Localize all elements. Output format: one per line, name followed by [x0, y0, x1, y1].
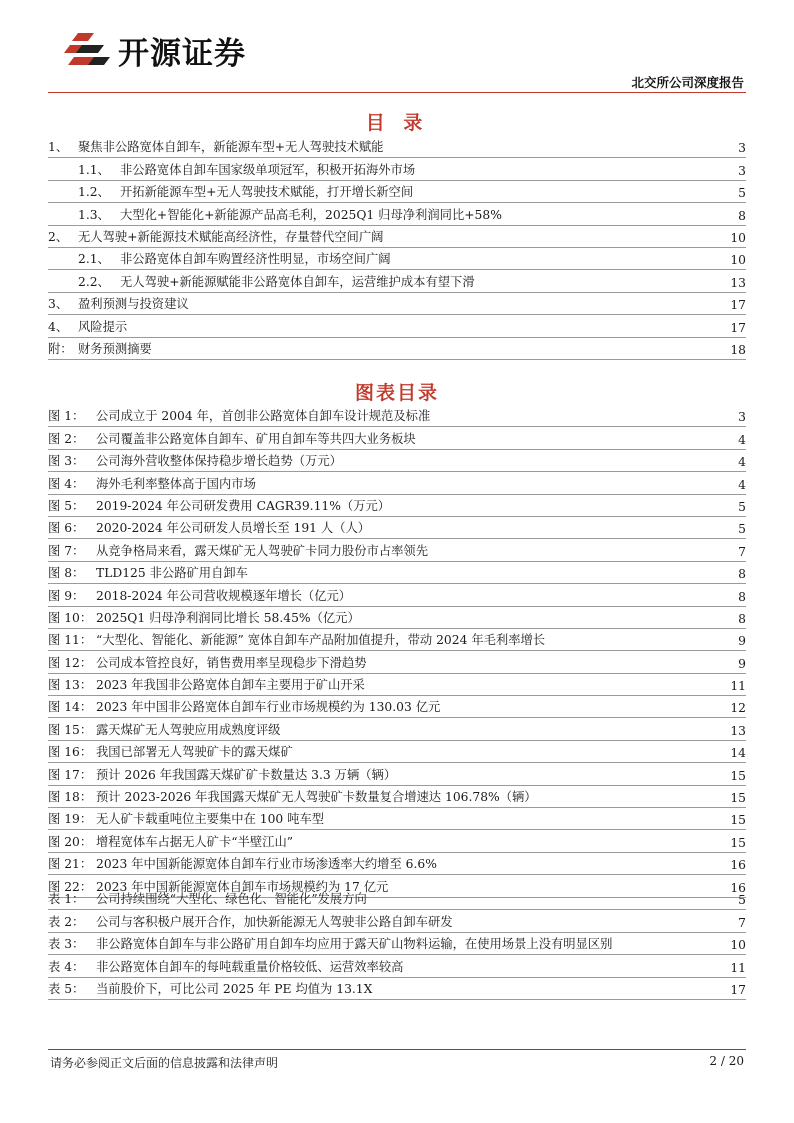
entry-number: 1.2、 [78, 185, 110, 200]
entry-title: 无人矿卡载重吨位主要集中在 100 吨车型 [96, 812, 325, 827]
entry-title: 非公路宽体自卸车与非公路矿用自卸车均应用于露天矿山物料运输，在使用场景上没有明显区别 [96, 937, 613, 952]
entry-number: 表 3： [48, 937, 85, 952]
entry-page: 4 [738, 477, 746, 492]
entry-number: 图 14： [48, 700, 93, 715]
entry-title: 公司覆盖非公路宽体自卸车、矿用自卸车等共四大业务板块 [96, 431, 416, 446]
entry-page: 17 [730, 982, 746, 997]
toc-entry[interactable] [48, 248, 746, 270]
table-entry[interactable] [48, 933, 746, 955]
figure-entry[interactable] [48, 539, 746, 561]
entry-number: 表 4： [48, 959, 85, 974]
entry-page: 8 [738, 589, 746, 604]
entry-page: 9 [738, 656, 746, 671]
table-entry[interactable] [48, 910, 746, 932]
entry-page: 3 [738, 163, 746, 178]
entry-page: 17 [730, 298, 746, 313]
figure-entry[interactable] [48, 562, 746, 584]
entry-number: 图 1： [48, 409, 85, 424]
figure-entry[interactable] [48, 427, 746, 449]
table-entry[interactable] [48, 978, 746, 1000]
figure-entry[interactable] [48, 853, 746, 875]
toc-entry[interactable] [48, 315, 746, 337]
entry-title: 开拓新能源车型+无人驾驶技术赋能，打开增长新空间 [120, 185, 414, 200]
entry-page: 10 [730, 253, 746, 268]
report-type: 北交所公司深度报告 [631, 75, 744, 90]
entry-number: 图 10： [48, 610, 93, 625]
entry-title: 风险提示 [78, 319, 128, 334]
entry-number: 2.1、 [78, 252, 110, 267]
entry-number: 图 22： [48, 879, 93, 894]
entry-page: 12 [730, 701, 746, 716]
entry-number: 2、 [48, 229, 69, 244]
entry-title: TLD125 非公路矿用自卸车 [96, 566, 248, 581]
entry-title: 非公路宽体自卸车购置经济性明显，市场空间广阔 [120, 252, 391, 267]
entry-page: 10 [730, 938, 746, 953]
entry-number: 图 12： [48, 655, 93, 670]
entry-number: 图 3： [48, 454, 85, 469]
entry-title: 预计 2023-2026 年我国露天煤矿无人驾驶矿卡数量复合增速达 106.78%（辆） [96, 790, 537, 805]
figure-entry[interactable] [48, 741, 746, 763]
entry-number: 1.3、 [78, 207, 110, 222]
tables-list [48, 888, 746, 1000]
entry-title: 无人驾驶+新能源技术赋能高经济性，存量替代空间广阔 [78, 229, 384, 244]
toc-list [48, 136, 746, 360]
entry-page: 5 [738, 499, 746, 514]
entry-title: 我国已部署无人驾驶矿卡的露天煤矿 [96, 745, 293, 760]
entry-page: 13 [730, 275, 746, 290]
entry-page: 3 [738, 141, 746, 156]
figure-entry[interactable] [48, 808, 746, 830]
figure-entry[interactable] [48, 405, 746, 427]
entry-page: 16 [730, 880, 746, 895]
entry-title: 公司成立于 2004 年，首创非公路宽体自卸车设计规范及标准 [96, 409, 431, 424]
entry-number: 表 2： [48, 914, 85, 929]
entry-page: 5 [738, 893, 746, 908]
entry-title: 无人驾驶+新能源赋能非公路宽体自卸车，运营维护成本有望下滑 [120, 274, 475, 289]
entry-number: 1.1、 [78, 162, 110, 177]
figure-entry[interactable] [48, 696, 746, 718]
brand-logo [64, 28, 246, 73]
entry-title: “大型化、智能化、新能源” 宽体自卸车产品附加值提升，带动 2024 年毛利率增长 [96, 633, 546, 648]
entry-title: 公司持续围绕“大型化、绿色化、智能化”发展方向 [96, 892, 367, 907]
footer-divider [48, 1049, 746, 1050]
toc-entry[interactable] [48, 158, 746, 180]
toc-entry[interactable] [48, 181, 746, 203]
figure-entry[interactable] [48, 674, 746, 696]
entry-title: 2020-2024 年公司研发人员增长至 191 人（人） [96, 521, 371, 536]
toc-entry[interactable] [48, 270, 746, 292]
entry-title: 当前股价下，可比公司 2025 年 PE 均值为 13.1X [96, 981, 373, 996]
entry-page: 18 [730, 342, 746, 357]
figure-entry[interactable] [48, 472, 746, 494]
entry-page: 11 [730, 679, 746, 694]
entry-number: 图 15： [48, 722, 93, 737]
entry-number: 表 5： [48, 981, 85, 996]
entry-title: 公司与客积极户展开合作，加快新能源无人驾驶非公路自卸车研发 [96, 914, 453, 929]
entry-number: 图 13： [48, 678, 93, 693]
entry-title: 2025Q1 归母净利润同比增长 58.45%（亿元） [96, 610, 360, 625]
entry-title: 公司成本管控良好，销售费用率呈现稳步下滑趋势 [96, 655, 367, 670]
entry-page: 7 [738, 544, 746, 559]
kaiyuan-logo-icon [64, 31, 110, 71]
entry-number: 图 7： [48, 543, 85, 558]
entry-page: 5 [738, 186, 746, 201]
toc-entry[interactable] [48, 226, 746, 248]
entry-page: 5 [738, 522, 746, 537]
entry-number: 图 2： [48, 431, 85, 446]
page-number: 2 / 20 [709, 1054, 744, 1068]
entry-number: 图 17： [48, 767, 93, 782]
figure-entry[interactable] [48, 517, 746, 539]
entry-title: 预计 2026 年我国露天煤矿矿卡数量达 3.3 万辆（辆） [96, 767, 397, 782]
entry-number: 表 1： [48, 892, 85, 907]
entry-page: 4 [738, 432, 746, 447]
entry-number: 图 11： [48, 633, 93, 648]
header-divider [48, 92, 746, 93]
entry-number: 图 8： [48, 566, 85, 581]
figure-entry[interactable] [48, 607, 746, 629]
entry-title: 公司海外营收整体保持稳步增长趋势（万元） [96, 454, 342, 469]
entry-page: 8 [738, 567, 746, 582]
entry-title: 从竞争格局来看，露天煤矿无人驾驶矿卡同力股份市占率领先 [96, 543, 429, 558]
entry-page: 7 [738, 915, 746, 930]
entry-number: 图 21： [48, 857, 93, 872]
entry-number: 图 20： [48, 834, 93, 849]
entry-page: 13 [730, 723, 746, 738]
figure-entry[interactable] [48, 629, 746, 651]
entry-page: 16 [730, 858, 746, 873]
brand-name: 开源证券 [118, 36, 246, 72]
figure-entry[interactable] [48, 763, 746, 785]
toc-entry[interactable] [48, 203, 746, 225]
entry-page: 15 [730, 835, 746, 850]
figure-entry[interactable] [48, 584, 746, 606]
entry-title: 2023 年中国非公路宽体自卸车行业市场规模约为 130.03 亿元 [96, 700, 441, 715]
entry-number: 附： [48, 341, 73, 356]
entry-title: 财务预测摘要 [78, 341, 152, 356]
entry-page: 15 [730, 791, 746, 806]
entry-page: 17 [730, 320, 746, 335]
entry-title: 2019-2024 年公司研发费用 CAGR39.11%（万元） [96, 498, 391, 513]
entry-number: 图 6： [48, 521, 85, 536]
entry-title: 2018-2024 年公司营收规模逐年增长（亿元） [96, 588, 352, 603]
entry-title: 2023 年中国新能源宽体自卸车行业市场渗透率大约增至 6.6% [96, 857, 437, 872]
footer-disclaimer: 请务必参阅正文后面的信息披露和法律声明 [50, 1056, 279, 1070]
entry-title: 2023 年中国新能源宽体自卸车市场规模约为 17 亿元 [96, 879, 389, 894]
entry-title: 非公路宽体自卸车的每吨载重量价格较低、运营效率较高 [96, 959, 404, 974]
entry-page: 8 [738, 208, 746, 223]
entry-number: 图 19： [48, 812, 93, 827]
entry-number: 2.2、 [78, 274, 110, 289]
entry-page: 11 [730, 960, 746, 975]
table-entry[interactable] [48, 888, 746, 910]
toc-entry[interactable] [48, 136, 746, 158]
entry-title: 非公路宽体自卸车国家级单项冠军，积极开拓海外市场 [120, 162, 416, 177]
entry-title: 增程宽体车占据无人矿卡“半壁江山” [96, 834, 294, 849]
figures-title: 图表目录 [354, 382, 439, 404]
toc-title: 目 录 [365, 112, 429, 134]
entry-page: 10 [730, 230, 746, 245]
entry-number: 图 18： [48, 790, 93, 805]
entry-page: 4 [738, 455, 746, 470]
figure-entry[interactable] [48, 495, 746, 517]
figure-entry[interactable] [48, 830, 746, 852]
entry-page: 8 [738, 611, 746, 626]
table-entry[interactable] [48, 955, 746, 977]
entry-number: 图 5： [48, 498, 85, 513]
entry-page: 14 [730, 746, 746, 761]
entry-number: 图 4： [48, 476, 85, 491]
entry-page: 9 [738, 634, 746, 649]
entry-title: 盈利预测与投资建议 [78, 297, 189, 312]
page-header [0, 0, 794, 100]
entry-number: 4、 [48, 319, 69, 334]
toc-entry[interactable] [48, 293, 746, 315]
figure-entry[interactable] [48, 786, 746, 808]
figure-entry[interactable] [48, 651, 746, 673]
entry-number: 图 16： [48, 745, 93, 760]
entry-number: 3、 [48, 297, 69, 312]
figure-entry[interactable] [48, 718, 746, 740]
entry-page: 15 [730, 768, 746, 783]
entry-title: 大型化+智能化+新能源产品高毛利，2025Q1 归母净利润同比+58% [120, 207, 502, 222]
entry-title: 聚焦非公路宽体自卸车，新能源车型+无人驾驶技术赋能 [78, 140, 384, 155]
entry-title: 海外毛利率整体高于国内市场 [96, 476, 256, 491]
entry-title: 露天煤矿无人驾驶应用成熟度评级 [96, 722, 281, 737]
entry-number: 图 9： [48, 588, 85, 603]
entry-title: 2023 年我国非公路宽体自卸车主要用于矿山开采 [96, 678, 365, 693]
entry-number: 1、 [48, 140, 69, 155]
entry-page: 15 [730, 813, 746, 828]
figure-entry[interactable] [48, 450, 746, 472]
figures-list [48, 405, 746, 898]
toc-entry[interactable] [48, 338, 746, 360]
entry-page: 3 [738, 410, 746, 425]
